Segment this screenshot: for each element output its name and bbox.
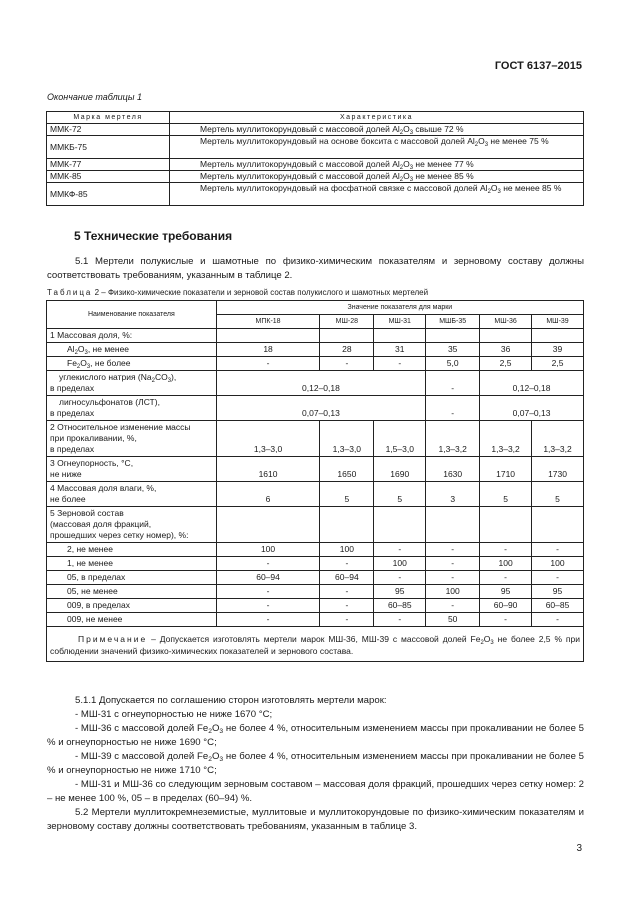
row-label: 05, в пределах <box>47 571 217 585</box>
table-row <box>47 599 584 613</box>
value-cell: - <box>426 571 480 585</box>
value-cell: 1610 <box>216 457 320 482</box>
value-cell: 36 <box>480 343 532 357</box>
value-cell: - <box>216 613 320 627</box>
value-cell: 5 <box>532 482 584 507</box>
table2-note: Примечание – Допускается изготовлять мертели марок МШ-36, МШ-39 с массовой долей $Fe_2O_3$ не более 2,5 % при соблюдении значений физико-химических показателей и зернового состава. <box>47 627 584 662</box>
brand-header: МПК-18 <box>216 315 320 329</box>
value-cell: 0,07–0,13 <box>480 396 584 421</box>
value-cell: - <box>374 613 426 627</box>
value-cell: 5 <box>480 482 532 507</box>
row-label: углекислого натрия $(Na_2CO_3)$, в пределах <box>47 371 217 396</box>
row-label: $Al_2O_3$, не менее <box>47 343 217 357</box>
table-row <box>47 543 584 557</box>
brand-cell: ММК-85 <box>47 171 170 183</box>
brand-cell: ММК-77 <box>47 159 170 171</box>
brand-cell: ММКБ-75 <box>47 136 170 159</box>
table2-note-row <box>47 627 584 662</box>
value-cell: - <box>374 571 426 585</box>
table2-col-values: Значение показателя для марки <box>216 301 583 315</box>
value-cell: 1,5–3,0 <box>374 421 426 457</box>
value-cell: 1690 <box>374 457 426 482</box>
list-item: - МШ-31 с огнеупорностью не ниже 1670 °С; <box>75 709 273 720</box>
value-cell: 60–85 <box>374 599 426 613</box>
value-cell: 1,3–3,0 <box>216 421 320 457</box>
value-cell: 3 <box>426 482 480 507</box>
list-item: - МШ-31 и МШ-36 со следующим зерновым составом – массовая доля фракций, прошедших через сетку номер: 2 – не менее 100 %, 05 – в пределах (60–94) %. <box>47 779 584 804</box>
table1-col-brand: Марка мертеля <box>47 112 170 124</box>
row-label: 3 Огнеупорность, °С, не ниже <box>47 457 217 482</box>
row-label: 2 Относительное изменение массы при прокаливании, %, в пределах <box>47 421 217 457</box>
value-cell: 95 <box>374 585 426 599</box>
table2 <box>46 300 584 662</box>
table2-header-row <box>47 301 584 315</box>
value-cell: - <box>216 557 320 571</box>
value-cell: - <box>426 557 480 571</box>
row-label: $Fe_2O_3$, не более <box>47 357 217 371</box>
table1-col-characteristic: Характеристика <box>170 112 584 124</box>
row-label: 05, не менее <box>47 585 217 599</box>
value-cell: 60–90 <box>480 599 532 613</box>
value-cell: 2,5 <box>480 357 532 371</box>
value-cell: 5,0 <box>426 357 480 371</box>
value-cell: 28 <box>320 343 374 357</box>
table-row <box>47 159 584 171</box>
value-cell: - <box>426 599 480 613</box>
value-cell: - <box>216 585 320 599</box>
paragraph-5-2: 5.2 Мертели муллитокремнеземистые, муллитовые и муллитокорундовые по физико-химическим показателям и зерновому составу должны соответствовать требованиям, указанным в таблице 3. <box>47 807 584 832</box>
value-cell: 100 <box>216 543 320 557</box>
value-cell: 100 <box>426 585 480 599</box>
value-cell: 5 <box>374 482 426 507</box>
row-label: 5 Зерновой состав (массовая доля фракций, прошедших через сетку номер), %: <box>47 507 217 543</box>
value-cell: 50 <box>426 613 480 627</box>
row-label: лигносульфонатов (ЛСТ), в пределах <box>47 396 217 421</box>
value-cell: 95 <box>480 585 532 599</box>
table-row <box>47 357 584 371</box>
value-cell: 1,3–3,2 <box>480 421 532 457</box>
value-cell: 100 <box>480 557 532 571</box>
value-cell: - <box>426 543 480 557</box>
value-cell: - <box>320 599 374 613</box>
value-cell: - <box>320 557 374 571</box>
table-row <box>47 613 584 627</box>
value-cell: - <box>374 357 426 371</box>
characteristic-cell: Мертель муллитокорундовый с массовой долей $Al_2O_3$ не менее 85 % <box>170 171 584 183</box>
value-cell: 35 <box>426 343 480 357</box>
section-title: 5 Технические требования <box>74 229 233 243</box>
value-cell: 95 <box>532 585 584 599</box>
brand-header: МШ-39 <box>532 315 584 329</box>
table2-caption: Таблица 2 – Физико-химические показатели и зерновой состав полукислого и шамотных мертелей <box>47 288 429 297</box>
page-number: 3 <box>576 843 582 854</box>
table-row <box>47 421 584 457</box>
value-cell: 100 <box>374 557 426 571</box>
brand-header: МШБ-35 <box>426 315 480 329</box>
value-cell: 39 <box>532 343 584 357</box>
value-cell: 1650 <box>320 457 374 482</box>
list-item: - МШ-36 с массовой долей $Fe_2O_3$ не более 4 %, относительным изменением массы при прокаливании не более 5 % и огнеупорностью не ниже 1690 °С; <box>47 723 584 748</box>
value-cell: 100 <box>320 543 374 557</box>
row-label: 4 Массовая доля влаги, %, не более <box>47 482 217 507</box>
table2-col-name: Наименование показателя <box>47 301 217 329</box>
row-label: 1 Массовая доля, %: <box>47 329 217 343</box>
brand-header: МШ-28 <box>320 315 374 329</box>
row-label: 009, не менее <box>47 613 217 627</box>
characteristic-cell: Мертель муллитокорундовый с массовой долей $Al_2O_3$ не менее 77 % <box>170 159 584 171</box>
value-cell: 18 <box>216 343 320 357</box>
paragraph-5-1-1 <box>47 694 584 834</box>
brand-header: МШ-31 <box>374 315 426 329</box>
value-cell: 60–94 <box>320 571 374 585</box>
value-cell: - <box>320 357 374 371</box>
value-cell: - <box>532 613 584 627</box>
table-row <box>47 343 584 357</box>
value-cell: 1710 <box>480 457 532 482</box>
value-cell: 2,5 <box>532 357 584 371</box>
table1-header-row <box>47 112 584 124</box>
table-row <box>47 371 584 396</box>
value-cell: 60–94 <box>216 571 320 585</box>
value-cell: - <box>480 571 532 585</box>
row-label: 009, в пределах <box>47 599 217 613</box>
value-cell: 1,3–3,2 <box>532 421 584 457</box>
value-cell: 5 <box>320 482 374 507</box>
value-cell: - <box>216 357 320 371</box>
value-cell: 6 <box>216 482 320 507</box>
paragraph-5-1: 5.1 Мертели полукислые и шамотные по физико-химическим показателям и зерновому составу должны соответствовать требованиям, указанным в таблице 2. <box>47 256 584 281</box>
value-cell: - <box>480 543 532 557</box>
table-row <box>47 329 584 343</box>
row-label: 2, не менее <box>47 543 217 557</box>
table-row <box>47 171 584 183</box>
value-cell: 0,07–0,13 <box>216 396 426 421</box>
value-cell: - <box>320 613 374 627</box>
value-cell: - <box>374 543 426 557</box>
characteristic-cell: Мертель муллитокорундовый с массовой долей $Al_2O_3$ свыше 72 % <box>170 124 584 136</box>
document-standard-number: ГОСТ 6137–2015 <box>494 60 582 72</box>
table-row <box>47 557 584 571</box>
table-row <box>47 457 584 482</box>
characteristic-cell: Мертель муллитокорундовый на основе боксита с массовой долей $Al_2O_3$ не менее 75 % <box>170 136 584 159</box>
characteristic-cell: Мертель муллитокорундовый на фосфатной связке с массовой долей $Al_2O_3$ не менее 85 % <box>170 183 584 206</box>
table-row <box>47 396 584 421</box>
value-cell: 0,12–0,18 <box>216 371 426 396</box>
table-row <box>47 183 584 206</box>
value-cell: 1630 <box>426 457 480 482</box>
value-cell: 1,3–3,0 <box>320 421 374 457</box>
value-cell: - <box>320 585 374 599</box>
value-cell: - <box>532 543 584 557</box>
table-row <box>47 585 584 599</box>
value-cell: 1,3–3,2 <box>426 421 480 457</box>
value-cell: 60–85 <box>532 599 584 613</box>
table-row <box>47 507 584 543</box>
brand-cell: ММКФ-85 <box>47 183 170 206</box>
list-item: - МШ-39 с массовой долей $Fe_2O_3$ не более 4 %, относительным изменением массы при прокаливании не более 5 % и огнеупорностью не ниже 1710 °С; <box>47 751 584 776</box>
brand-cell: ММК-72 <box>47 124 170 136</box>
value-cell: 0,12–0,18 <box>480 371 584 396</box>
table-row <box>47 482 584 507</box>
paragraph-intro: 5.1.1 Допускается по соглашению сторон изготовлять мертели марок: <box>75 695 387 706</box>
value-cell: - <box>480 613 532 627</box>
value-cell: 31 <box>374 343 426 357</box>
value-cell: - <box>216 599 320 613</box>
value-cell: 1730 <box>532 457 584 482</box>
value-cell: - <box>532 571 584 585</box>
table-row <box>47 571 584 585</box>
table-row <box>47 136 584 159</box>
table1 <box>46 111 584 206</box>
brand-header: МШ-36 <box>480 315 532 329</box>
table1-caption: Окончание таблицы 1 <box>47 92 142 102</box>
table-row <box>47 124 584 136</box>
value-cell: - <box>426 396 480 421</box>
value-cell: - <box>426 371 480 396</box>
row-label: 1, не менее <box>47 557 217 571</box>
value-cell: 100 <box>532 557 584 571</box>
